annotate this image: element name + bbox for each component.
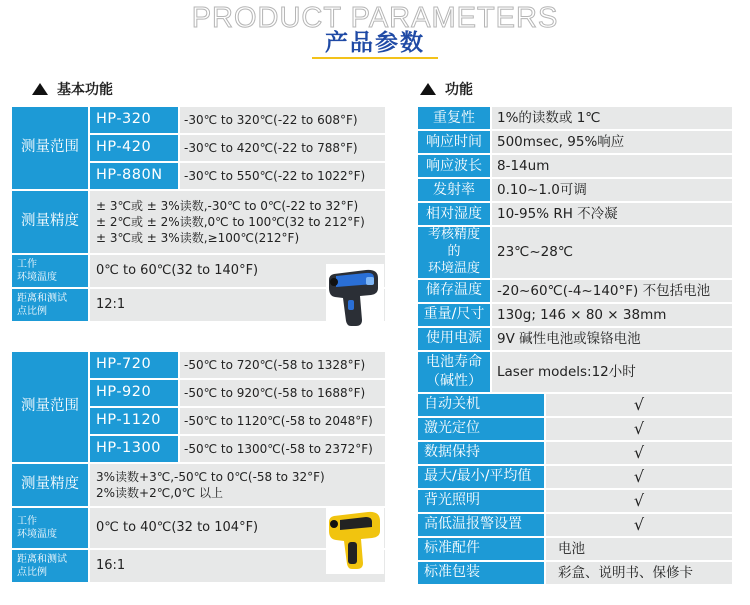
accuracy-line: 3%读数+3℃,-50℃ to 0℃(-58 to 32°F) [96,469,325,484]
distance-ratio-label-line1: 距离和测试 [17,553,67,565]
feature-label: 自动关机 [417,393,545,417]
range-value: -30℃ to 550℃(-22 to 1022°F) [179,162,386,190]
page-title-cn: 产品参数 [325,30,425,56]
env-temp-value: 0℃ to 60℃(32 to 140°F) [89,254,386,288]
accessory-value: 彩盒、说明书、保修卡 [545,561,733,585]
function-label [417,351,491,393]
function-value: 1%的读数或 1℃ [491,106,733,130]
function-label: 重复性 [417,106,491,130]
model-cell: HP-1120 [89,407,179,435]
check-mark-icon: √ [545,441,733,465]
range-value: -50℃ to 1300℃(-58 to 2372°F) [179,435,386,463]
function-value: 9V 碱性电池或镍铬电池 [491,327,733,351]
accessory-label: 标准配件 [417,537,545,561]
feature-label: 背光照明 [417,489,545,513]
range-value: -50℃ to 1120℃(-58 to 2048°F) [179,407,386,435]
function-label: 储存温度 [417,279,491,303]
function-value: -20~60℃(-4~140°F) 不包括电池 [491,279,733,303]
range-label: 测量范围 [11,106,89,190]
function-label-line2: 环境温度 [427,260,480,276]
model-cell: HP-720 [89,351,179,379]
distance-ratio-label-line1: 距离和测试 [17,292,67,304]
function-label: 重量/尺寸 [417,303,491,327]
model-cell: HP-320 [89,106,179,134]
function-value: 500msec, 95%响应 [491,130,733,154]
function-value: 10-95% RH 不冷凝 [491,202,733,226]
range-value: -50℃ to 920℃(-58 to 1688°F) [179,379,386,407]
env-temp-label [11,254,89,288]
function-label-line1: 考核精度的 [427,227,480,259]
range-value: -30℃ to 320℃(-22 to 608°F) [179,106,386,134]
accuracy-value [89,190,386,254]
model-cell: HP-420 [89,134,179,162]
title-underline [312,57,438,59]
check-mark-icon: √ [545,465,733,489]
env-temp-value: 0℃ to 40℃(32 to 104°F) [89,507,386,549]
function-label-line2: （碱性） [426,372,482,389]
function-label: 相对湿度 [417,202,491,226]
range-value: -30℃ to 420℃(-22 to 788°F) [179,134,386,162]
triangle-icon [32,83,48,95]
env-temp-label-line2: 环境温度 [17,272,57,283]
range-value: -50℃ to 720℃(-58 to 1328°F) [179,351,386,379]
feature-label: 数据保持 [417,441,545,465]
env-temp-label-line2: 环境温度 [17,529,57,540]
thermometer-gun-yellow-image [326,508,384,574]
accuracy-line: ± 2℃或 ± 2%读数,0℃ to 100℃(32 to 212°F) [96,214,365,229]
function-value: 0.10~1.0可调 [491,178,733,202]
accuracy-label: 测量精度 [11,463,89,507]
function-value: 130g; 146 × 80 × 38mm [491,303,733,327]
distance-ratio-value: 12:1 [89,288,386,322]
accuracy-line: ± 3℃或 ± 3%读数,≥100℃(212°F) [96,231,300,246]
function-label: 响应时间 [417,130,491,154]
basic-functions-label: 基本功能 [57,82,113,98]
accuracy-value [89,463,386,507]
feature-label: 最大/最小/平均值 [417,465,545,489]
function-label: 使用电源 [417,327,491,351]
model-cell: HP-920 [89,379,179,407]
triangle-icon [420,83,436,95]
accessory-label: 标准包装 [417,561,545,585]
check-mark-icon: √ [545,513,733,537]
function-label [417,226,491,279]
check-mark-icon: √ [545,393,733,417]
functions-heading [420,79,473,99]
feature-label: 高低温报警设置 [417,513,545,537]
page-title-en: PRODUCT PARAMETERS [191,2,559,34]
function-label: 响应波长 [417,154,491,178]
distance-ratio-value: 16:1 [89,549,386,583]
distance-ratio-label [11,549,89,583]
env-temp-label [11,507,89,549]
range-label: 测量范围 [11,351,89,463]
distance-ratio-label-line2: 点比例 [17,567,47,578]
model-cell: HP-1300 [89,435,179,463]
function-label-line1: 电池寿命 [426,354,482,371]
env-temp-label-line1: 工作 [17,258,37,270]
function-label: 发射率 [417,178,491,202]
check-mark-icon: √ [545,417,733,441]
model-cell: HP-880N [89,162,179,190]
function-value: Laser models:12小时 [491,351,733,393]
check-mark-icon: √ [545,489,733,513]
env-temp-label-line1: 工作 [17,515,37,527]
accessory-value: 电池 [545,537,733,561]
function-table [416,105,734,586]
thermometer-gun-blue-image [326,264,384,332]
functions-label: 功能 [445,82,473,98]
distance-ratio-label [11,288,89,322]
function-value: 8-14um [491,154,733,178]
accuracy-line: ± 3℃或 ± 3%读数,-30℃ to 0℃(-22 to 32°F) [96,198,359,213]
distance-ratio-label-line2: 点比例 [17,306,47,317]
feature-label: 激光定位 [417,417,545,441]
function-value: 23℃~28℃ [491,226,733,279]
basic-functions-heading [32,79,113,99]
accuracy-label: 测量精度 [11,190,89,254]
accuracy-line: 2%读数+2℃,0℃ 以上 [96,486,223,500]
